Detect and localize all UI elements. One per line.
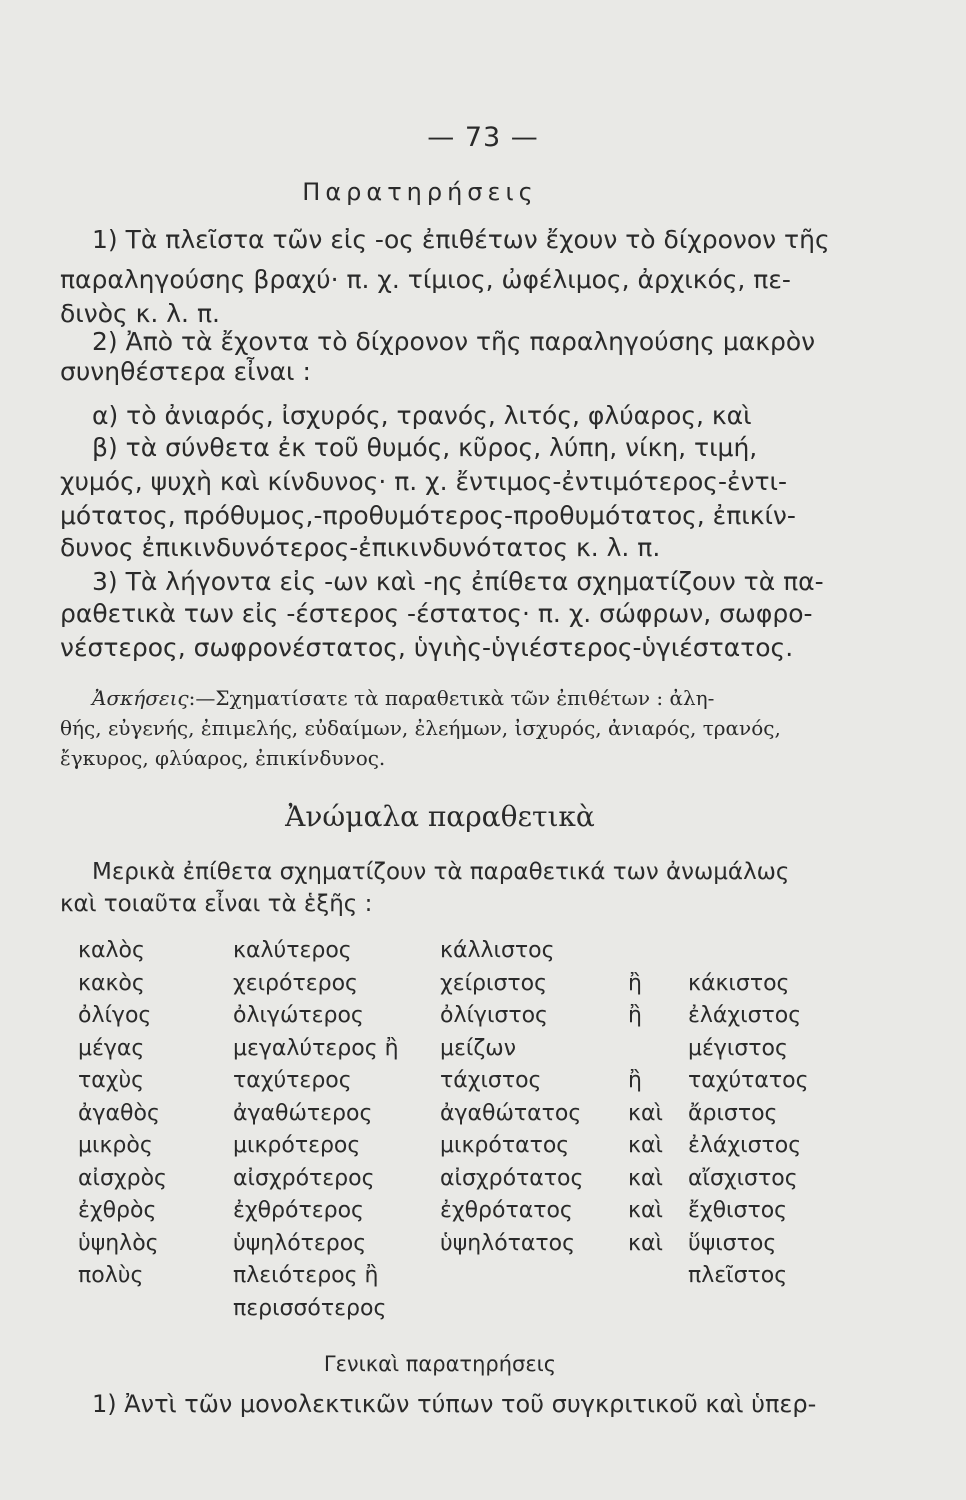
- table-cell: ὀλιγώτερος: [233, 1003, 364, 1028]
- table-cell: καὶ: [628, 1100, 663, 1126]
- table-cell: καὶ: [628, 1198, 663, 1223]
- table-cell: μεγαλύτερος ἢ: [233, 1035, 399, 1061]
- text-line: 2) Ἀπὸ τὰ ἔχοντα τὸ δίχρονον τῆς παραληγούσης μακρὸν: [92, 327, 816, 356]
- table-cell: κάκιστος: [688, 970, 790, 996]
- exercise-text: :—Σχηματίσατε τὰ παραθετικὰ τῶν ἐπιθέτων : ἀλη-: [188, 686, 715, 710]
- table-cell: ὑψηλότερος: [233, 1230, 367, 1256]
- table-cell: ἢ: [628, 970, 642, 996]
- text-line: μότατος, πρόθυμος,-προθυμότερος-προθυμότατος, ἐπικίν-: [60, 501, 796, 530]
- table-cell: αἰσχρὸς: [78, 1165, 167, 1191]
- intro-line: Μερικὰ ἐπίθετα σχηματίζουν τὰ παραθετικά των ἀνωμάλως: [92, 859, 790, 885]
- table-cell: ἢ: [628, 1068, 642, 1093]
- table-cell: καλὸς: [78, 938, 145, 963]
- table-cell: μέγας: [78, 1035, 145, 1061]
- table-cell: μείζων: [440, 1035, 517, 1061]
- table-cell: κακὸς: [78, 970, 145, 996]
- exercise-line: ἔγκυρος, φλύαρος, ἐπικίνδυνος.: [60, 746, 386, 770]
- table-cell: αἰσχρότερος: [233, 1165, 375, 1191]
- table-cell: κάλλιστος: [440, 938, 555, 963]
- text-line: 3) Τὰ λήγοντα εἰς -ων καὶ -ης ἐπίθετα σχηματίζουν τὰ πα-: [92, 567, 824, 596]
- table-cell: μικρὸς: [78, 1133, 153, 1158]
- table-cell: ἐλάχιστος: [688, 1003, 802, 1028]
- table-cell: ἢ: [628, 1003, 642, 1028]
- table-cell: αἰσχρότατος: [440, 1165, 584, 1191]
- text-line: 1) Ἀντὶ τῶν μονολεκτικῶν τύπων τοῦ συγκριτικοῦ καὶ ὑπερ-: [92, 1390, 817, 1418]
- intro-line: καὶ τοιαῦτα εἶναι τὰ ἑξῆς :: [60, 891, 373, 917]
- table-cell: ταχὺς: [78, 1068, 145, 1093]
- text-line: παραληγούσης βραχύ· π. χ. τίμιος, ὠφέλιμος, ἀρχικός, πε-: [60, 265, 791, 294]
- text-line: α) τὸ ἀνιαρός, ἰσχυρός, τρανός, λιτός, φλύαρος, καὶ: [92, 401, 752, 430]
- table-cell: καὶ: [628, 1230, 663, 1256]
- table-cell: περισσότερος: [233, 1295, 387, 1321]
- exercise-line: [92, 682, 714, 714]
- table-cell: ἀγαθὸς: [78, 1100, 160, 1126]
- text-line: ραθετικὰ των εἰς -έστερος -έστατος· π. χ. σώφρων, σωφρο-: [60, 599, 813, 628]
- subheading-general-remarks: Γενικαὶ παρατηρήσεις: [323, 1352, 557, 1376]
- text-line: δινὸς κ. λ. π.: [60, 299, 220, 328]
- table-cell: ἄριστος: [688, 1100, 778, 1126]
- table-cell: ἔχθιστος: [688, 1198, 788, 1223]
- table-cell: ὑψηλὸς: [78, 1230, 159, 1256]
- table-cell: ὀλίγιστος: [440, 1003, 548, 1028]
- table-cell: πολὺς: [78, 1263, 144, 1288]
- table-cell: ἐχθρότερος: [233, 1198, 364, 1223]
- text-line: δυνος ἐπικινδυνότερος-ἐπικινδυνότατος κ. λ. π.: [60, 533, 661, 562]
- section-title-irregular: Ἀνώμαλα παραθετικὰ: [285, 800, 595, 833]
- section-heading-remarks: Παρατηρήσεις: [302, 178, 538, 206]
- table-cell: ἐχθρὸς: [78, 1198, 157, 1223]
- table-cell: ἐχθρότατος: [440, 1198, 573, 1223]
- table-cell: ἐλάχιστος: [688, 1133, 802, 1158]
- table-cell: καὶ: [628, 1165, 663, 1191]
- table-cell: πλειότερος ἢ: [233, 1263, 379, 1288]
- text-line: β) τὰ σύνθετα ἐκ τοῦ θυμός, κῦρος, λύπη, νίκη, τιμή,: [92, 433, 758, 462]
- table-cell: αἴσχιστος: [688, 1165, 798, 1191]
- table-cell: ταχύτατος: [688, 1068, 809, 1093]
- table-cell: ἀγαθώτερος: [233, 1100, 373, 1126]
- table-cell: ταχύτερος: [233, 1068, 352, 1093]
- text-line: 1) Τὰ πλεῖστα τῶν εἰς -ος ἐπιθέτων ἔχουν τὸ δίχρονον τῆς: [92, 225, 830, 254]
- table-cell: χείριστος: [440, 970, 548, 996]
- exercise-label: Ἀσκήσεις: [92, 686, 189, 710]
- table-cell: μέγιστος: [688, 1035, 788, 1061]
- table-cell: τάχιστος: [440, 1068, 542, 1093]
- table-cell: μικρότατος: [440, 1133, 570, 1158]
- table-cell: καλύτερος: [233, 938, 352, 963]
- table-cell: ὕψιστος: [688, 1230, 777, 1256]
- table-cell: πλεῖστος: [688, 1263, 788, 1288]
- table-cell: ὀλίγος: [78, 1003, 152, 1028]
- table-cell: ἀγαθώτατος: [440, 1100, 582, 1126]
- table-cell: χειρότερος: [233, 970, 358, 996]
- exercise-line: θής, εὐγενής, ἐπιμελής, εὐδαίμων, ἐλεήμων, ἰσχυρός, ἀνιαρός, τρανός,: [60, 716, 781, 740]
- text-line: συνηθέστερα εἶναι :: [60, 357, 311, 386]
- table-cell: καὶ: [628, 1133, 663, 1158]
- page-number: — 73 —: [427, 122, 539, 153]
- table-cell: μικρότερος: [233, 1133, 361, 1158]
- table-cell: ὑψηλότατος: [440, 1230, 576, 1256]
- text-line: νέστερος, σωφρονέστατος, ὑγιὴς-ὑγιέστερος-ὑγιέστατος.: [60, 633, 794, 662]
- text-line: χυμός, ψυχὴ καὶ κίνδυνος· π. χ. ἔντιμος-ἐντιμότερος-ἐντι-: [60, 467, 788, 496]
